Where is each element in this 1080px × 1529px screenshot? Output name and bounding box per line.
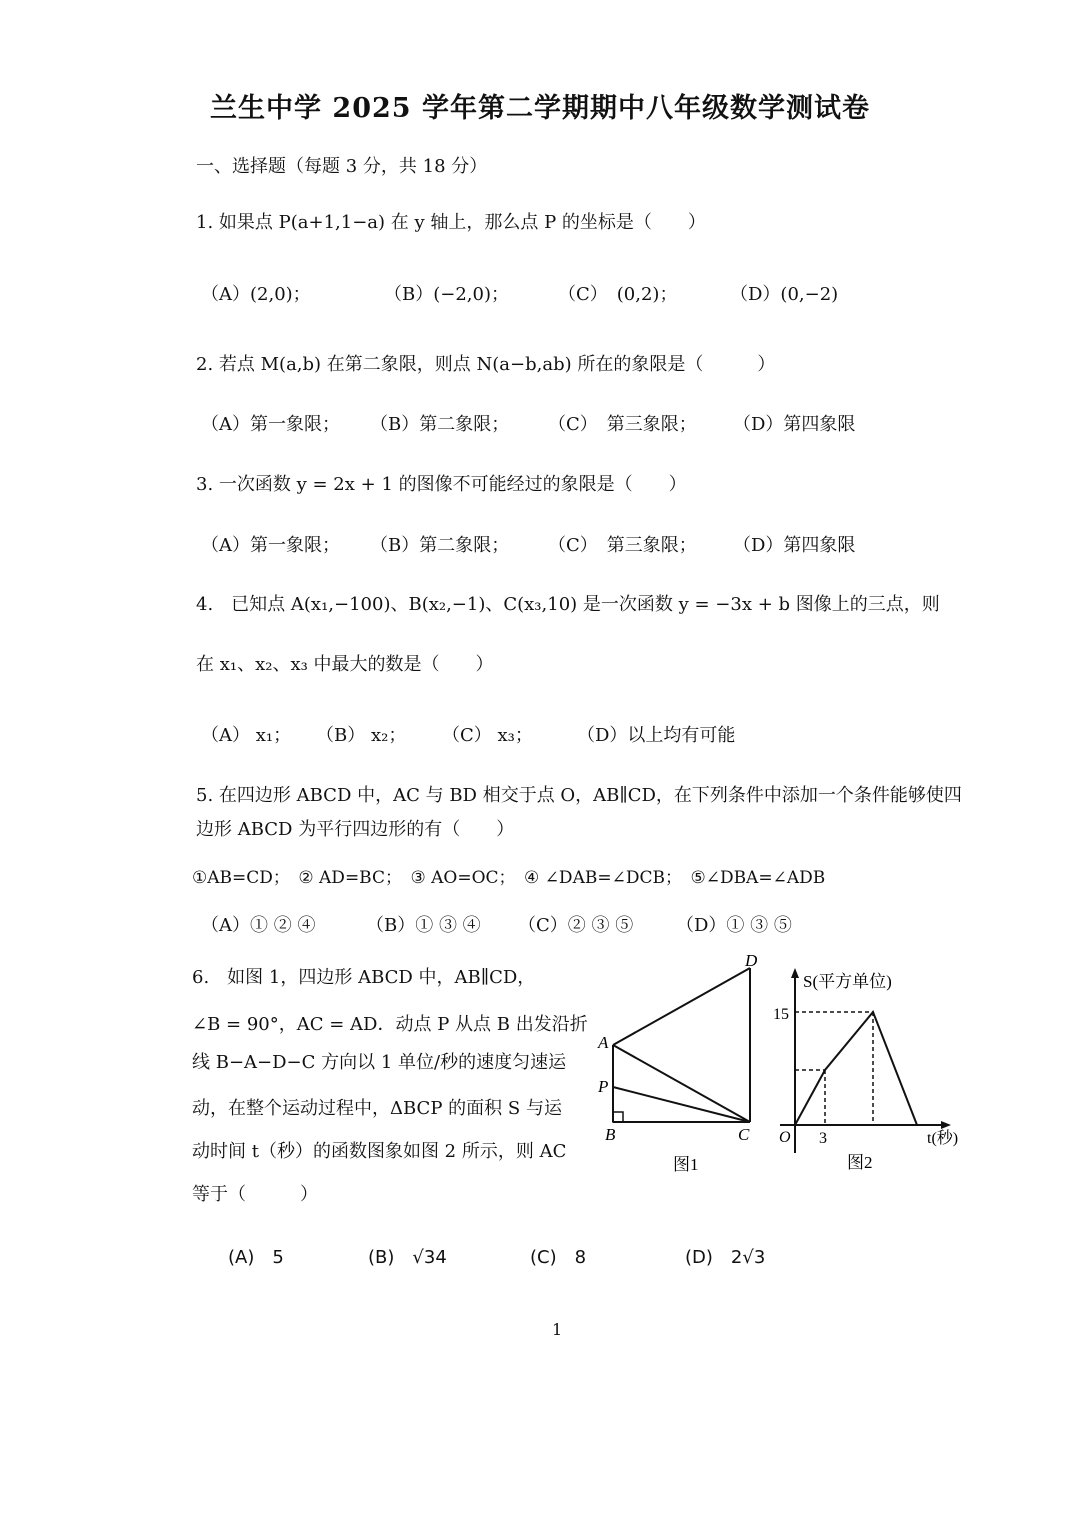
question-6-line5: 动时间 t（秒）的函数图象如图 2 所示，则 AC (192, 1141, 567, 1162)
q3-option-a: （A）第一象限； (201, 535, 340, 556)
section-heading: 一、选择题（每题 3 分，共 18 分） (196, 156, 488, 177)
x-tick-3: 3 (819, 1130, 827, 1147)
q4-option-c: （C） x₃； (442, 725, 533, 746)
x-axis-label: t(秒) (927, 1130, 959, 1147)
right-angle-mark (613, 1112, 623, 1122)
label-d: D (745, 951, 758, 970)
q1-option-b: （B）(−2,0)； (384, 284, 509, 305)
question-4-stem-line1: 4. 已知点 A(x₁,−100)、B(x₂,−1)、C(x₃,10) 是一次函数 y = −3x + b 图像上的三点，则 (196, 594, 940, 615)
exam-title: 兰生中学 2025 学年第二学期期中八年级数学测试卷 (210, 93, 870, 124)
label-b: B (605, 1125, 616, 1144)
q3-option-c: （C） 第三象限； (548, 535, 697, 556)
question-5-stem-line1: 5. 在四边形 ABCD 中，AC 与 BD 相交于点 O，AB∥CD，在下列条件中添加一个条件能够使四 (196, 785, 962, 806)
q6-option-c: (C) 8 (530, 1247, 587, 1268)
figure-1-caption: 图1 (673, 1155, 699, 1174)
q4-option-b: （B） x₂； (316, 725, 407, 746)
x-axis-arrow (941, 1121, 951, 1129)
q3-option-d: （D）第四象限 (733, 535, 856, 556)
q6-option-d: (D) 2√3 (685, 1247, 766, 1268)
q4-option-d: （D）以上均有可能 (577, 725, 736, 746)
q1-option-c: （C） (0,2)； (558, 284, 678, 305)
question-2-stem: 2. 若点 M(a,b) 在第二象限，则点 N(a−b,ab) 所在的象限是（ ） (196, 354, 776, 375)
s-t-graph-line (795, 1012, 917, 1125)
page-number: 1 (552, 1320, 563, 1339)
q2-option-d: （D）第四象限 (733, 414, 856, 435)
q2-option-a: （A）第一象限； (201, 414, 340, 435)
question-6-line6: 等于（ ） (192, 1184, 318, 1205)
figure-1-quadrilateral (595, 950, 770, 1175)
q5-option-d: （D）① ③ ⑤ (676, 915, 792, 936)
q5-option-a: （A）① ② ④ (201, 915, 316, 936)
q1-option-d: （D）(0,−2) (730, 284, 839, 305)
label-a: A (598, 1033, 609, 1052)
q3-option-b: （B）第二象限； (370, 535, 510, 556)
segment-pc (613, 1087, 750, 1122)
question-5-conditions: ①AB=CD； ② AD=BC； ③ AO=OC； ④ ∠DAB=∠DCB； ⑤∠DBA=∠ADB (192, 868, 826, 888)
q2-option-c: （C） 第三象限； (548, 414, 697, 435)
q4-option-a: （A） x₁； (201, 725, 292, 746)
origin-label: O (779, 1129, 791, 1146)
label-p: P (598, 1077, 609, 1096)
y-axis-arrow (791, 968, 799, 978)
q6-option-b: (B) √34 (368, 1247, 447, 1268)
q5-option-c: （C）② ③ ⑤ (518, 915, 634, 936)
question-6-line3: 线 B−A−D−C 方向以 1 单位/秒的速度匀速运 (192, 1052, 567, 1073)
q5-option-b: （B）① ③ ④ (366, 915, 481, 936)
question-6-line4: 动，在整个运动过程中，ΔBCP 的面积 S 与运 (192, 1098, 562, 1119)
q6-option-a: (A) 5 (228, 1247, 284, 1268)
question-3-stem: 3. 一次函数 y = 2x + 1 的图像不可能经过的象限是（ ） (196, 474, 687, 495)
y-axis-label: S(平方单位) (803, 972, 892, 991)
segment-ad (613, 968, 750, 1045)
question-4-stem-line2: 在 x₁、x₂、x₃ 中最大的数是（ ） (196, 654, 494, 675)
figure-2-graph (765, 960, 970, 1175)
q2-option-b: （B）第二象限； (370, 414, 510, 435)
y-tick-15: 15 (773, 1006, 789, 1023)
question-6-line2: ∠B = 90°，AC = AD．动点 P 从点 B 出发沿折 (192, 1014, 588, 1035)
segment-ac (613, 1045, 750, 1122)
figure-2-caption: 图2 (847, 1153, 873, 1172)
q1-option-a: （A）(2,0)； (201, 284, 311, 305)
question-1-stem: 1. 如果点 P(a+1,1−a) 在 y 轴上，那么点 P 的坐标是（ ） (196, 212, 706, 233)
question-5-stem-line2: 边形 ABCD 为平行四边形的有（ ） (196, 819, 515, 840)
label-c: C (738, 1125, 750, 1144)
question-6-line1: 6. 如图 1，四边形 ABCD 中，AB∥CD， (192, 967, 536, 988)
